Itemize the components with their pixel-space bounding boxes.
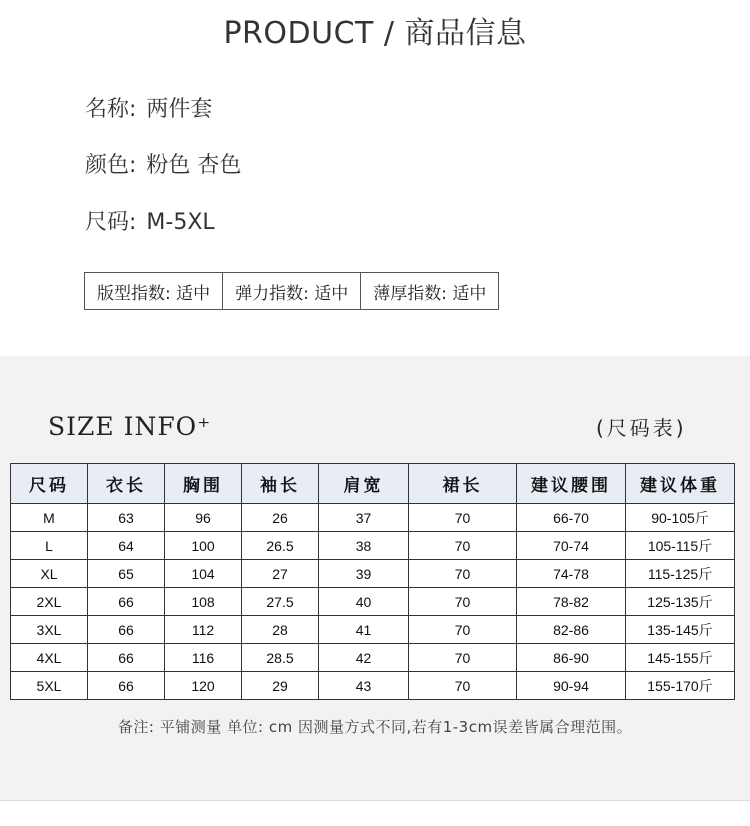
cell-length: 66 (88, 616, 165, 644)
size-info-title: SIZE INFO⁺ (48, 412, 212, 441)
cell-sleeve: 28.5 (242, 644, 319, 672)
elasticity-index-cell: 弹力指数: 适中 (223, 273, 361, 310)
table-row (11, 672, 735, 700)
cell-skirt-length: 70 (409, 644, 517, 672)
fit-index-cell: 版型指数: 适中 (85, 273, 223, 310)
cell-weight: 90-105斤 (626, 504, 735, 532)
cell-waist: 90-94 (517, 672, 626, 700)
cell-weight: 145-155斤 (626, 644, 735, 672)
header-shoulder: 肩宽 (319, 464, 409, 504)
info-color (85, 148, 241, 179)
header-bust: 胸围 (165, 464, 242, 504)
cell-skirt-length: 70 (409, 588, 517, 616)
table-row (11, 588, 735, 616)
cell-waist: 66-70 (517, 504, 626, 532)
info-name (85, 92, 212, 123)
fit-index-table (84, 272, 499, 310)
cell-weight: 125-135斤 (626, 588, 735, 616)
cell-sleeve: 28 (242, 616, 319, 644)
cell-shoulder: 40 (319, 588, 409, 616)
info-size-value: M-5XL (146, 210, 215, 235)
cell-size: 3XL (11, 616, 88, 644)
header-weight: 建议体重 (626, 464, 735, 504)
table-row (11, 504, 735, 532)
table-row (11, 532, 735, 560)
cell-weight: 135-145斤 (626, 616, 735, 644)
cell-bust: 116 (165, 644, 242, 672)
cell-skirt-length: 70 (409, 560, 517, 588)
cell-size: L (11, 532, 88, 560)
info-size (85, 205, 215, 236)
cell-size: XL (11, 560, 88, 588)
cell-shoulder: 41 (319, 616, 409, 644)
cell-sleeve: 26 (242, 504, 319, 532)
cell-shoulder: 42 (319, 644, 409, 672)
cell-length: 63 (88, 504, 165, 532)
cell-length: 64 (88, 532, 165, 560)
cell-shoulder: 43 (319, 672, 409, 700)
cell-size: 4XL (11, 644, 88, 672)
header-waist: 建议腰围 (517, 464, 626, 504)
info-size-label: 尺码: (85, 210, 137, 235)
cell-waist: 70-74 (517, 532, 626, 560)
size-info-subtitle: (尺码表) (596, 416, 687, 440)
cell-skirt-length: 70 (409, 532, 517, 560)
cell-weight: 115-125斤 (626, 560, 735, 588)
cell-sleeve: 27.5 (242, 588, 319, 616)
cell-length: 66 (88, 588, 165, 616)
cell-length: 66 (88, 672, 165, 700)
table-row (11, 616, 735, 644)
table-row (11, 560, 735, 588)
cell-waist: 74-78 (517, 560, 626, 588)
header-size: 尺码 (11, 464, 88, 504)
cell-size: 2XL (11, 588, 88, 616)
cell-bust: 100 (165, 532, 242, 560)
size-table-header-row (11, 464, 735, 504)
info-color-label: 颜色: (85, 153, 137, 178)
cell-bust: 112 (165, 616, 242, 644)
header-length: 衣长 (88, 464, 165, 504)
cell-skirt-length: 70 (409, 672, 517, 700)
header-skirt-length: 裙长 (409, 464, 517, 504)
cell-shoulder: 37 (319, 504, 409, 532)
info-name-label: 名称: (85, 97, 137, 122)
cell-length: 65 (88, 560, 165, 588)
cell-skirt-length: 70 (409, 616, 517, 644)
cell-bust: 104 (165, 560, 242, 588)
cell-skirt-length: 70 (409, 504, 517, 532)
cell-length: 66 (88, 644, 165, 672)
page-title: PRODUCT / 商品信息 (223, 16, 527, 51)
cell-bust: 96 (165, 504, 242, 532)
cell-sleeve: 27 (242, 560, 319, 588)
cell-weight: 155-170斤 (626, 672, 735, 700)
cell-bust: 120 (165, 672, 242, 700)
thickness-index-cell: 薄厚指数: 适中 (361, 273, 499, 310)
cell-waist: 78-82 (517, 588, 626, 616)
size-table (10, 463, 735, 700)
info-color-value: 粉色 杏色 (146, 153, 242, 178)
cell-size: M (11, 504, 88, 532)
cell-waist: 86-90 (517, 644, 626, 672)
divider (0, 800, 750, 801)
cell-weight: 105-115斤 (626, 532, 735, 560)
measurement-note: 备注: 平铺测量 单位: cm 因测量方式不同,若有1-3cm误差皆属合理范围。 (117, 718, 633, 736)
table-row (11, 644, 735, 672)
cell-shoulder: 38 (319, 532, 409, 560)
cell-bust: 108 (165, 588, 242, 616)
cell-shoulder: 39 (319, 560, 409, 588)
cell-size: 5XL (11, 672, 88, 700)
info-name-value: 两件套 (146, 97, 213, 122)
size-info-panel (0, 356, 750, 800)
cell-sleeve: 29 (242, 672, 319, 700)
cell-sleeve: 26.5 (242, 532, 319, 560)
cell-waist: 82-86 (517, 616, 626, 644)
header-sleeve: 袖长 (242, 464, 319, 504)
